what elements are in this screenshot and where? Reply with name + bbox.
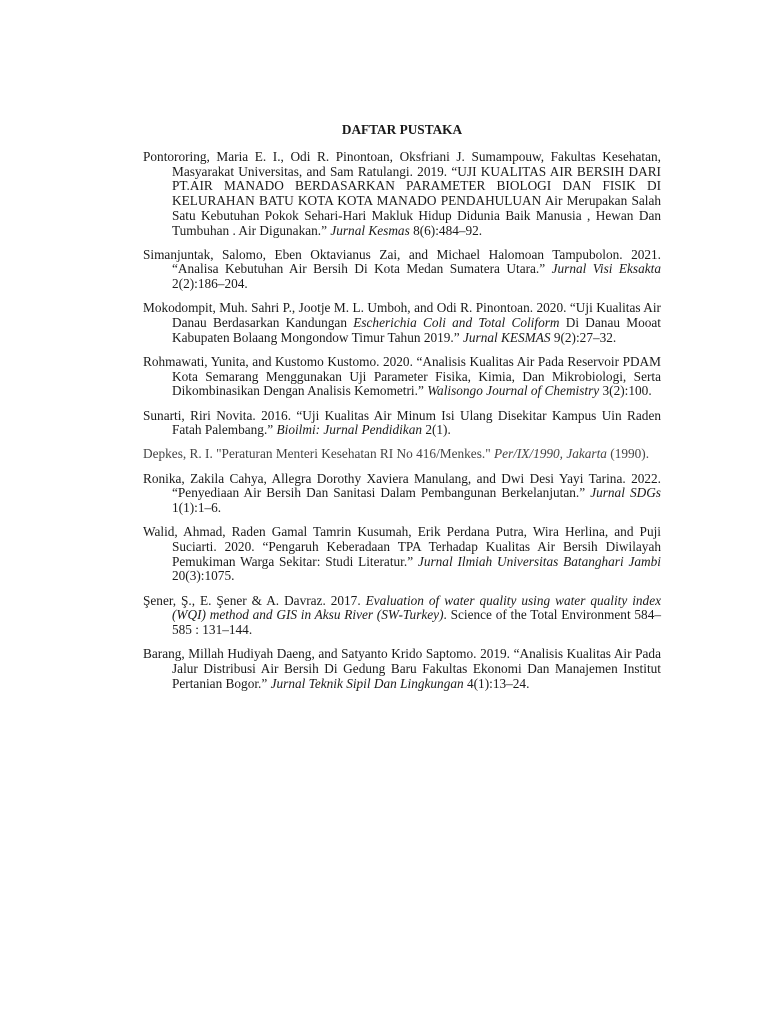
reference-italic-text: Per/IX/1990, Jakarta [493, 446, 607, 462]
reference-entry [143, 409, 661, 438]
reference-entry [143, 248, 661, 292]
reference-text: 3(2):100. [599, 383, 652, 399]
reference-entry [143, 472, 661, 516]
reference-italic-text: Walisongo Journal of Chemistry [427, 383, 600, 399]
reference-italic-text: Escherichia Coli and Total Coliform [353, 315, 560, 331]
reference-text: Mokodompit, Muh. Sahri P., Jootje M. L. Umboh, and Odi R. Pinontoan. 2020. “Uji Kualitas Air Danau Berdasarkan Kandungan [143, 300, 661, 331]
reference-italic-text: Jurnal Visi Eksakta [551, 261, 662, 277]
reference-text: Pontororing, Maria E. I., Odi R. Pinontoan, Oksfriani J. Sumampouw, Fakultas Kesehatan, Masyarakat Universitas, and Sam Ratulangi. 2019. “UJI KUALITAS AIR BERSIH DARI PT.AIR MANADO BERDASARKAN PARAMETER BIOLOGI DAN FISIK DI KELURAHAN BATU KOTA KOTA MANADO PENDAHULUAN Air Merupakan Salah Satu Kebutuhan Pokok Sehari-Hari Makluk Hidup Didunia Baik Manusia , Hewan Dan Tumbuhan . Air Digunakan.” [143, 149, 661, 238]
reference-italic-text: Jurnal Teknik Sipil Dan Lingkungan [270, 675, 464, 691]
reference-text: 9(2):27–32. [550, 329, 617, 345]
reference-entry [143, 447, 661, 462]
reference-entry [143, 594, 661, 638]
reference-text: 4(1):13–24. [463, 675, 530, 691]
reference-entry [143, 301, 661, 345]
reference-text: 8(6):484–92. [409, 222, 483, 238]
reference-text: Şener, Ş., E. Şener & A. Davraz. 2017. [143, 592, 366, 608]
reference-entry [143, 150, 661, 238]
reference-italic-text: Evaluation of water quality using water quality index (WQI) method and GIS in Aksu River (SW-Turkey) [172, 592, 661, 623]
reference-text: 2(1). [422, 422, 451, 438]
reference-text: Simanjuntak, Salomo, Eben Oktavianus Zai, and Michael Halomoan Tampubolon. 2021. “Analisa Kebutuhan Air Bersih Di Kota Medan Sumatera Utara.” [143, 246, 661, 277]
document-page [143, 122, 661, 701]
reference-italic-text: Jurnal KESMAS [462, 329, 551, 345]
reference-text: Walid, Ahmad, Raden Gamal Tamrin Kusumah, Erik Perdana Putra, Wira Herlina, and Puji Suciarti. 2020. “Pengaruh Keberadaan TPA Terhadap Kualitas Air Bersih Diwilayah Pemukiman Warga Sekitar: Studi Literatur.” [143, 524, 661, 569]
reference-entry [143, 355, 661, 399]
reference-entry [143, 525, 661, 584]
reference-text: Rohmawati, Yunita, and Kustomo Kustomo. 2020. “Analisis Kualitas Air Pada Reservoir PDAM Kota Semarang Menggunakan Uji Parameter Fisika, Kimia, Dan Mikrobiologi, Serta Dikombinasikan Dengan Analisis Kemometri.” [143, 353, 661, 399]
reference-italic-text: Jurnal Ilmiah Universitas Batanghari Jambi [417, 553, 661, 569]
reference-text: Barang, Millah Hudiyah Daeng, and Satyanto Krido Saptomo. 2019. “Analisis Kualitas Air Pada Jalur Distribusi Air Bersih Di Gedung Baru Fakultas Ekonomi Dan Manajemen Institut Pertanian Bogor.” [143, 646, 661, 691]
reference-text: Depkes, R. I. "Peraturan Menteri Kesehatan RI No 416/Menkes." [143, 446, 494, 462]
reference-italic-text: Bioilmi: Jurnal Pendidikan [276, 422, 422, 438]
reference-text: (1990). [606, 446, 650, 462]
reference-text: Ronika, Zakila Cahya, Allegra Dorothy Xaviera Manulang, and Dwi Desi Yayi Tarina. 2022. “Penyediaan Air Bersih Dan Sanitasi Dalam Pembangunan Berkelanjutan.” [143, 470, 661, 501]
reference-italic-text: Jurnal Kesmas [330, 222, 410, 238]
reference-text: 20(3):1075. [172, 568, 235, 584]
reference-text: Di Danau Mooat Kabupaten Bolaang Mongondow Timur Tahun 2019.” [172, 315, 661, 345]
reference-text: 1(1):1–6. [172, 500, 222, 516]
reference-list [143, 150, 661, 691]
reference-text: Sunarti, Riri Novita. 2016. “Uji Kualitas Air Minum Isi Ulang Disekitar Kampus Uin Raden Fatah Palembang.” [143, 407, 661, 438]
reference-italic-text: Jurnal SDGs [590, 485, 661, 501]
reference-entry [143, 647, 661, 691]
reference-text: 2(2):186–204. [172, 276, 248, 292]
page-title: DAFTAR PUSTAKA [341, 122, 463, 137]
reference-text: . Science of the Total Environment 584–585 : 131–144. [172, 607, 661, 637]
